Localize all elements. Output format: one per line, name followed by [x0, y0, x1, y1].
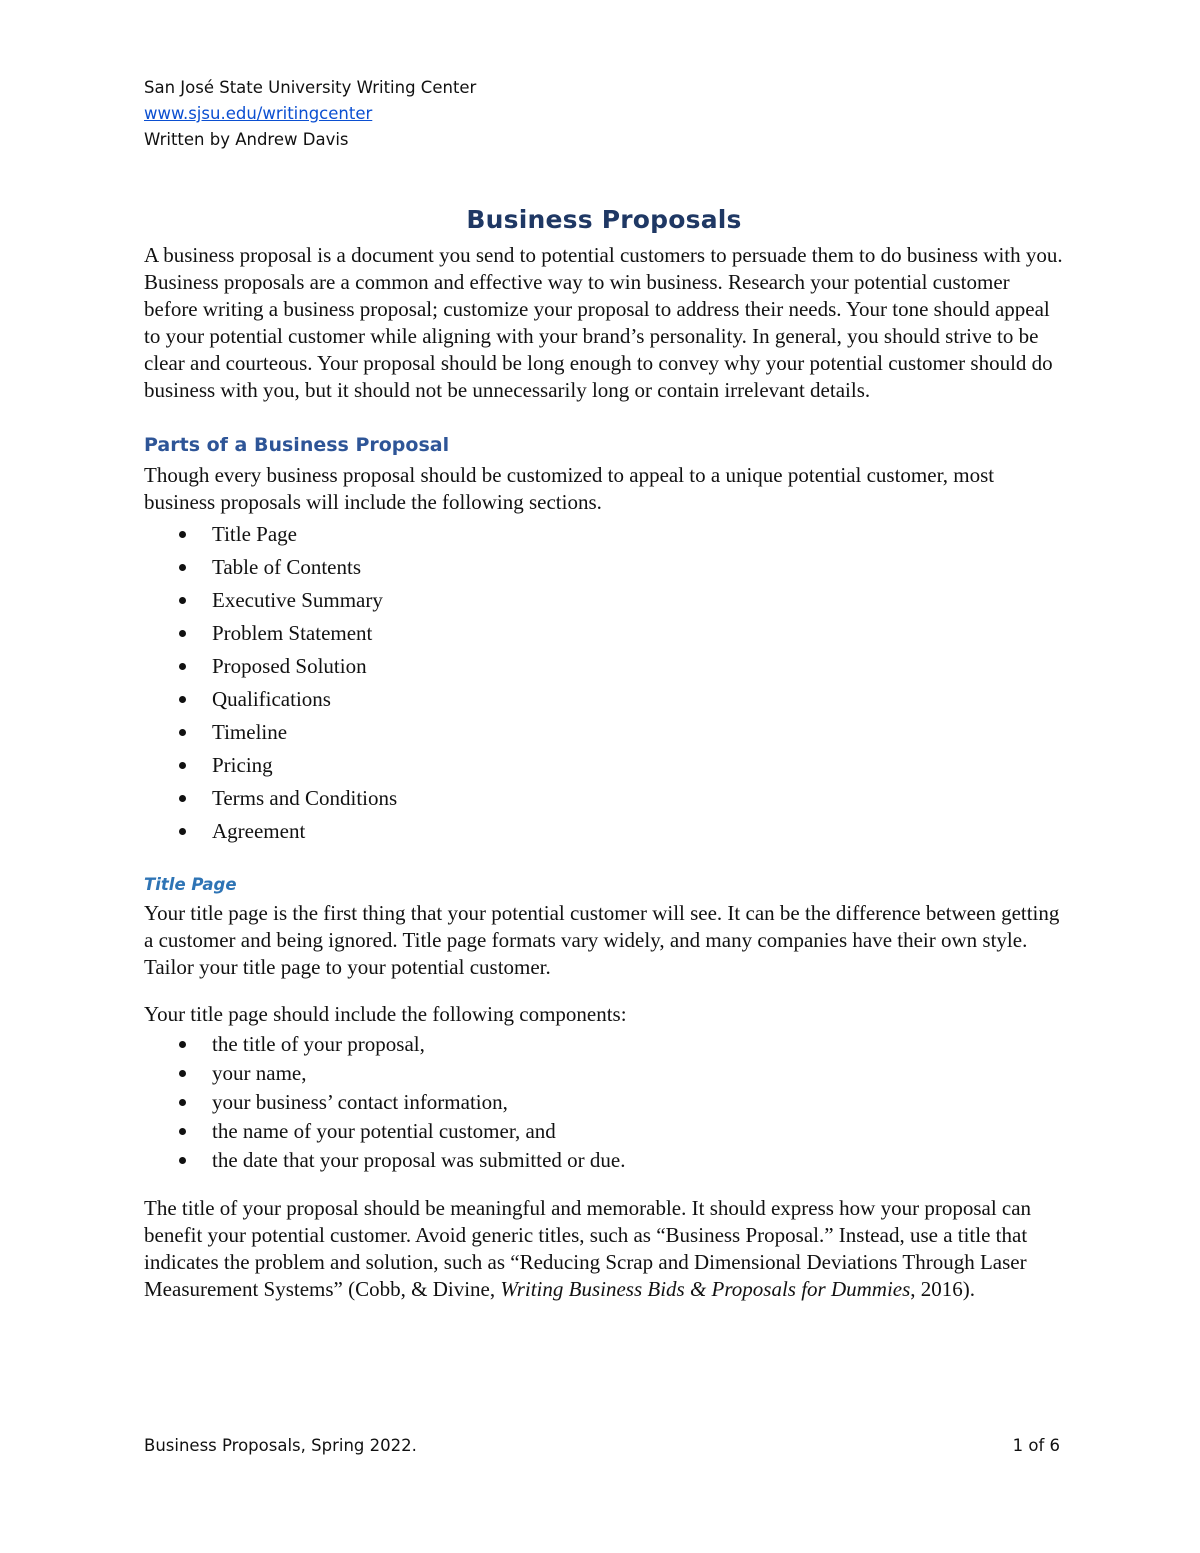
page-header [144, 75, 476, 153]
list-item: Agreement [144, 815, 1064, 848]
bullet-icon [179, 630, 186, 637]
document-body [144, 198, 1064, 1303]
list-item: the name of your potential customer, and [144, 1117, 1064, 1146]
parts-list [144, 518, 1064, 848]
list-item: Table of Contents [144, 551, 1064, 584]
bullet-icon [179, 663, 186, 670]
bullet-icon [179, 1128, 186, 1135]
intro-paragraph: A business proposal is a document you send to potential customers to persuade them to do business with you. Business proposals are a common and effective way to win business. Research your potential customer before writing a business proposal; customize your proposal to address their needs. Your tone should appeal to your potential customer while aligning with your brand’s personality. In general, you should strive to be clear and courteous. Your proposal should be long enough to convey why your potential customer should do business with you, but it should not be unnecessarily long or contain irrelevant details. [144, 243, 1063, 402]
bullet-icon [179, 564, 186, 571]
title-page-paragraph-2: Your title page should include the following components: [144, 1002, 627, 1026]
list-item: Timeline [144, 716, 1064, 749]
list-item: Executive Summary [144, 584, 1064, 617]
page-footer [144, 1434, 1060, 1458]
bullet-icon [179, 1070, 186, 1077]
bullet-icon [179, 795, 186, 802]
bullet-icon [179, 729, 186, 736]
list-item: the date that your proposal was submitted or due. [144, 1146, 1064, 1175]
book-title: Writing Business Bids & Proposals for Dummies [500, 1277, 911, 1301]
parts-paragraph: Though every business proposal should be customized to appeal to a unique potential customer, most business proposals will include the following sections. [144, 463, 995, 514]
writing-center-link[interactable]: www.sjsu.edu/writingcenter [144, 104, 373, 123]
list-item: your name, [144, 1059, 1064, 1088]
title-page-paragraph-1: Your title page is the first thing that your potential customer will see. It can be the difference between getting a customer and being ignored. Title page formats vary widely, and many companies have their own style. Tailor your title page to your potential customer. [144, 901, 1060, 979]
institution-name: San José State University Writing Center [144, 78, 477, 97]
list-item: Title Page [144, 518, 1064, 551]
title-page-heading: Title Page [144, 875, 237, 894]
author-line: Written by Andrew Davis [144, 130, 349, 149]
list-item: Terms and Conditions [144, 782, 1064, 815]
title-page-paragraph-3: The title of your proposal should be meaningful and memorable. It should express how your proposal can benefit your potential customer. Avoid generic titles, such as “Business Proposal.” Instead, use a title that indicates the problem and solution, such as “Reducing Scrap and Dimensional Deviations Through Laser Measurement Systems” (Cobb, & Divine, Writing Business Bids & Proposals for Dummies, 2016). [144, 1196, 1032, 1301]
bullet-icon [179, 597, 186, 604]
bullet-icon [179, 531, 186, 538]
bullet-icon [179, 1157, 186, 1164]
bullet-icon [179, 1041, 186, 1048]
page-number: 1 of 6 [1012, 1436, 1060, 1455]
components-list [144, 1030, 1064, 1175]
bullet-icon [179, 1099, 186, 1106]
list-item: Qualifications [144, 683, 1064, 716]
bullet-icon [179, 762, 186, 769]
list-item: Problem Statement [144, 617, 1064, 650]
list-item: Proposed Solution [144, 650, 1064, 683]
list-item: the title of your proposal, [144, 1030, 1064, 1059]
parts-heading: Parts of a Business Proposal [144, 434, 450, 456]
bullet-icon [179, 696, 186, 703]
bullet-icon [179, 828, 186, 835]
document-title: Business Proposals [466, 205, 742, 234]
footer-doc-label: Business Proposals, Spring 2022. [144, 1436, 417, 1455]
list-item: your business’ contact information, [144, 1088, 1064, 1117]
list-item: Pricing [144, 749, 1064, 782]
